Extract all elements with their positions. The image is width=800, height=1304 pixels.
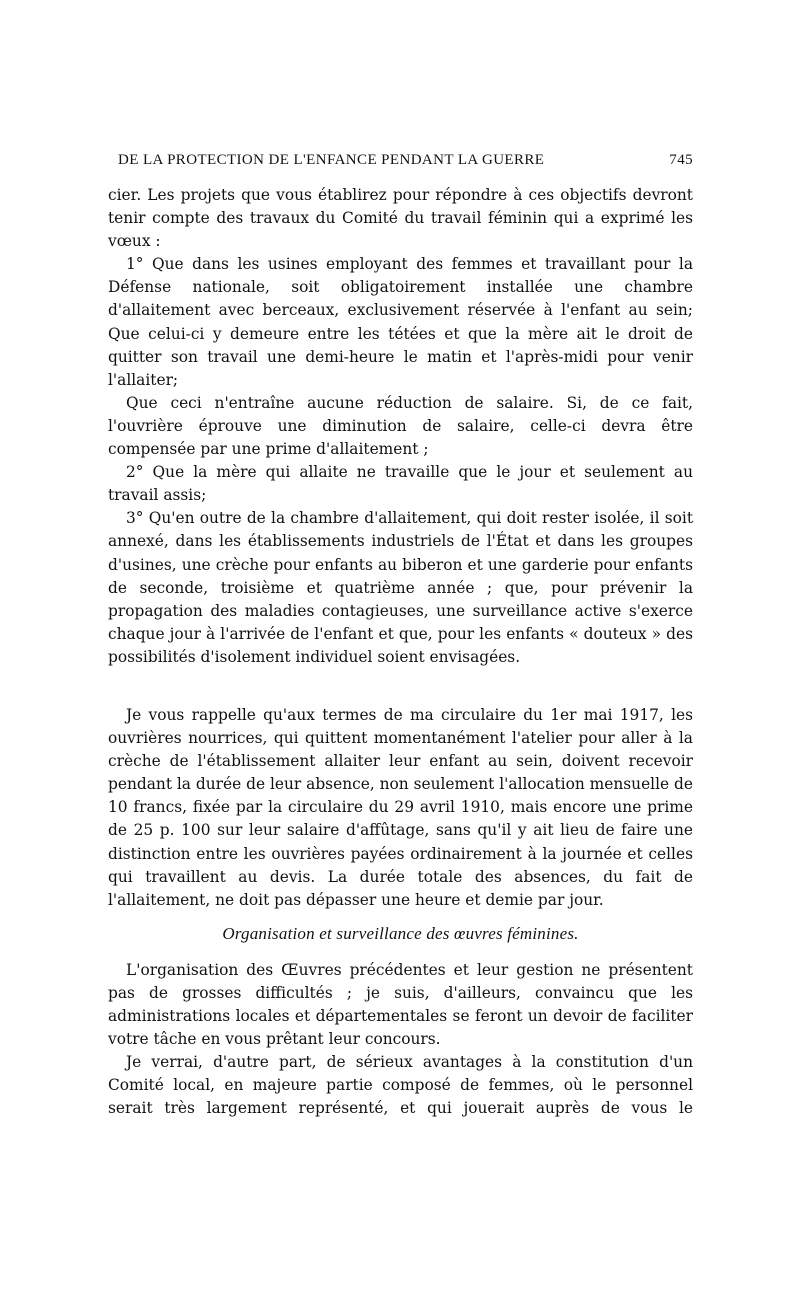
paragraph-8: Je verrai, d'autre part, de sérieux avantages à la constitution d'un Comité local, en majeure partie composé de femmes, où le personnel serait très largement représenté, et qui jouerait auprès de vous le <box>108 1053 693 1118</box>
paragraph-6: Je vous rappelle qu'aux termes de ma circulaire du 1er mai 1917, les ouvrières nourrices, qui quittent momentanément l'atelier pour aller à la crèche de l'établissement allaiter leur enfant au sein, doivent recevoir pendant la durée de leur absence, non seulement l'allocation mensuelle de 10 francs, fixée par la circulaire du 29 avril 1910, mais encore une prime de 25 p. 100 sur leur salaire d'affûtage, sans qu'il y ait lieu de faire une distinction entre les ouvrières payées ordinairement à la journée et celles qui travaillent au devis. La durée totale des absences, du fait de l'allaitement, ne doit pas dépasser une heure et demie par jour. <box>108 705 693 909</box>
paragraph-5: 3° Qu'en outre de la chambre d'allaitement, qui doit rester isolée, il soit annexé, dans les établissements industriels de l'État et dans les groupes d'usines, une crèche pour enfants au biberon et une garderie pour enfants de seconde, troisième et quatrième année ; que, pour prévenir la propagation des maladies contagieuses, une surveillance active s'exerce chaque jour à l'arrivée de l'enfant et que, pour les enfants « douteux » des possibilités d'isolement individuel soient envisagées. <box>108 509 693 666</box>
paragraph-4: 2° Que la mère qui allaite ne travaille que le jour et seulement au travail assis; <box>108 463 693 505</box>
page-number: 745 <box>669 152 693 168</box>
book-page <box>108 150 693 1120</box>
paragraph-1: cier. Les projets que vous établirez pour répondre à ces objectifs devront tenir compte des travaux du Comité du travail féminin qui a exprimé les vœux : <box>108 186 693 251</box>
section-break <box>108 669 693 704</box>
paragraph-7: L'organisation des Œuvres précédentes et leur gestion ne présentent pas de grosses difficultés ; je suis, d'ailleurs, convaincu que les administrations locales et départementales se feront un devoir de faciliter votre tâche en vous prêtant leur concours. <box>108 960 693 1049</box>
paragraph-2: 1° Que dans les usines employant des femmes et travaillant pour la Défense nationale, soit obligatoirement installée une chambre d'allaitement avec berceaux, exclusivement réservée à l'enfant au sein; Que celui-ci y demeure entre les tétées et que la mère ait le droit de quitter son travail une demi-heure le matin et l'après-midi pour venir l'allaiter; <box>108 255 693 389</box>
running-header <box>108 150 693 170</box>
section-heading: Organisation et surveillance des œuvres féminines. <box>222 923 579 943</box>
paragraph-3: Que ceci n'entraîne aucune réduction de salaire. Si, de ce fait, l'ouvrière éprouve une diminution de salaire, celle-ci devra être compensée par une prime d'allaitement ; <box>108 393 693 459</box>
running-title: DE LA PROTECTION DE L'ENFANCE PENDANT LA GUERRE <box>118 152 545 168</box>
